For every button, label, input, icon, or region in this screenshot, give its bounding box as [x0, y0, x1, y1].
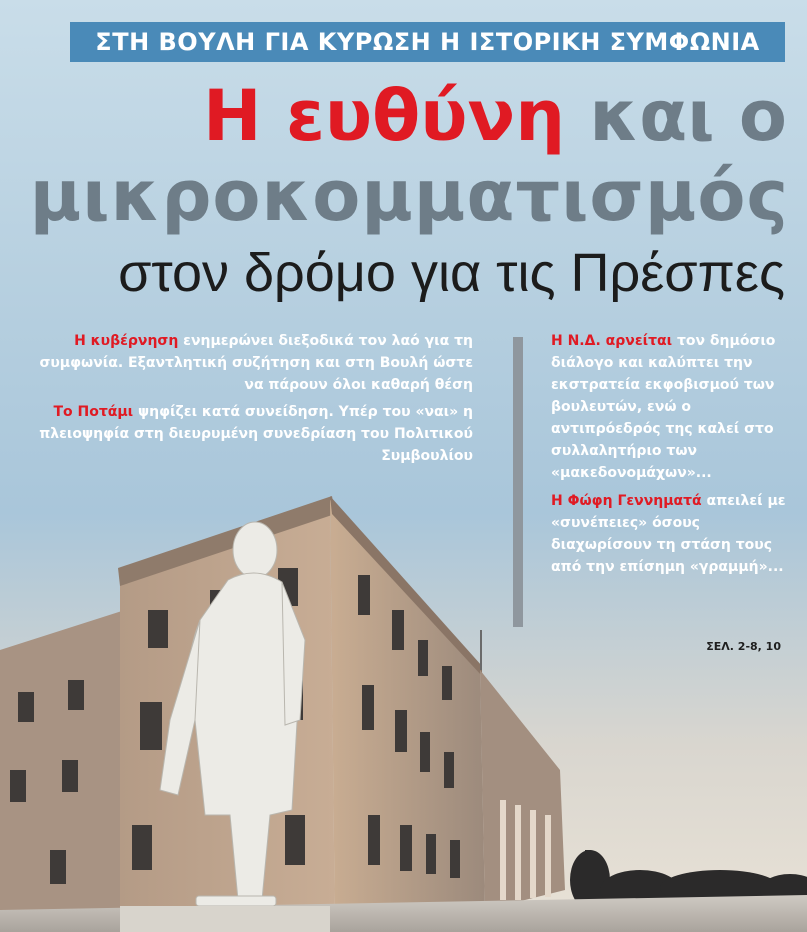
building-far-wing — [480, 670, 565, 910]
lead-right-text-2: απειλεί με «συνέπειες» όσους διαχωρίσουν τη στάση τους από την επίσημη «γραμμή»... — [551, 493, 786, 575]
lead-left-highlight-1: Η κυβέρνηση — [74, 333, 179, 349]
headline-red-part: Η ευθύνη — [202, 75, 566, 157]
statue-pedestal — [120, 906, 330, 932]
headline-line-1 — [0, 76, 807, 156]
flagpole — [480, 630, 482, 670]
headline-subline: στον δρόμο για τις Πρέσπες — [118, 243, 785, 303]
lead-left-highlight-2: Το Ποτάμι — [53, 404, 134, 420]
lead-right-text-1: τον δημόσιο διάλογο και καλύπτει την εκστρατεία εκφοβισμού των βουλευτών, ενώ ο αντιπρόεδρός της καλεί στο συλλαλητήριο των «μακεδονομάχων»... — [551, 333, 776, 481]
lead-left-column — [20, 330, 473, 472]
lead-right-paragraph-1 — [551, 330, 786, 484]
lead-right-paragraph-2 — [551, 490, 786, 578]
headline-line-2: μικροκομματισμός — [29, 155, 789, 237]
headline-grey-part: και ο — [565, 75, 787, 157]
page-reference: ΣΕΛ. 2-8, 10 — [706, 640, 781, 653]
column-divider — [513, 337, 523, 627]
lead-left-paragraph-2 — [20, 401, 473, 467]
lead-right-column — [551, 330, 786, 584]
lead-left-text-1: ενημερώνει διεξοδικά τον λαό για τη συμφωνία. Εξαντλητική συζήτηση και στη Βουλή ώστε να πάρουν όλοι καθαρή θέση — [39, 333, 473, 393]
lead-left-paragraph-1 — [20, 330, 473, 396]
lead-right-highlight-1: Η Ν.Δ. αρνείται — [551, 333, 673, 349]
kicker-banner: ΣΤΗ ΒΟΥΛΗ ΓΙΑ ΚΥΡΩΣΗ Η ΙΣΤΟΡΙΚΗ ΣΥΜΦΩΝΙΑ — [70, 22, 785, 62]
lead-right-highlight-2: Η Φώφη Γεννηματά — [551, 493, 702, 509]
lead-left-text-2: ψηφίζει κατά συνείδηση. Υπέρ του «ναι» η πλειοψηφία στη διευρυμένη συνεδρίαση του Πολιτικού Συμβουλίου — [39, 404, 473, 464]
